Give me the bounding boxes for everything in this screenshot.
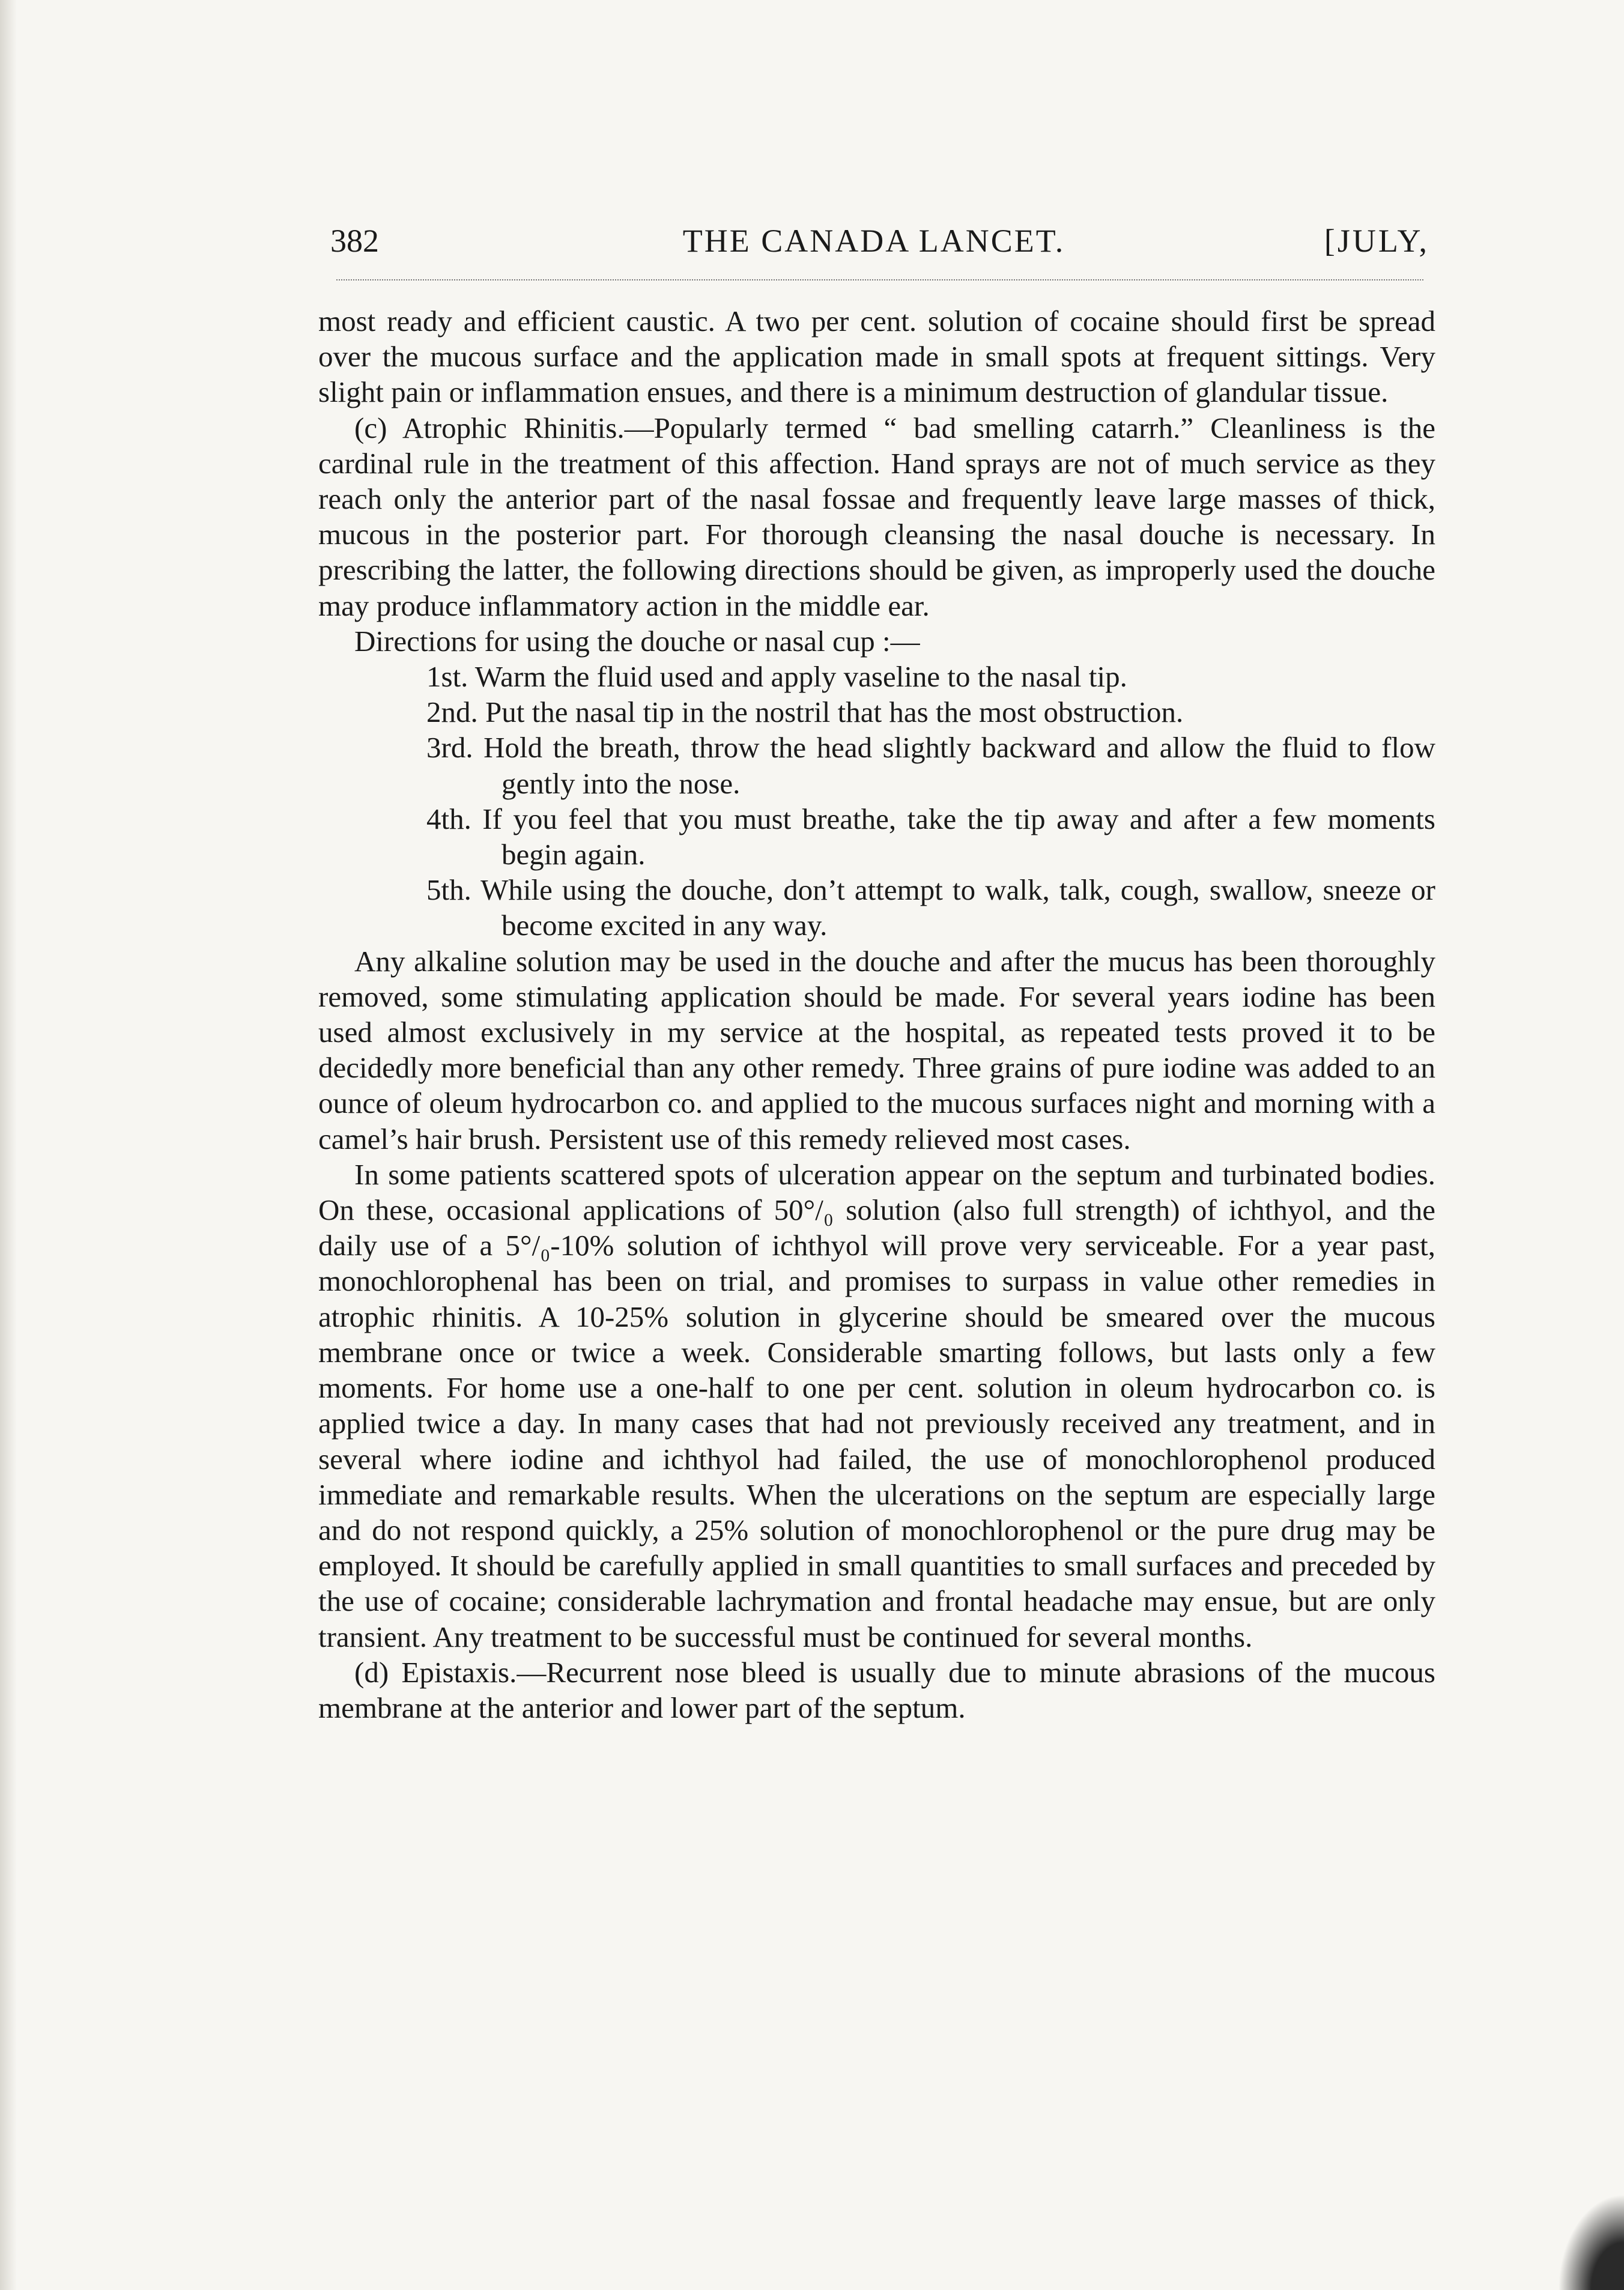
page-number: 382 [330,223,379,259]
page-corner-shadow [1558,2194,1624,2290]
directions-heading: Directions for using the douche or nasal cup :— [354,624,920,658]
direction-item-1: 1st. Warm the fluid used and apply vaseline to the nasal tip. [426,660,1127,694]
direction-item-5: 5th. While using the douche, don’t attempt to walk, talk, cough, swallow, sneeze or become excited in any way. [426,873,1435,942]
article-body [318,303,1435,1725]
page-edge-left [0,0,17,2290]
issue-month: [JULY, [1324,223,1429,259]
direction-item-3: 3rd. Hold the breath, throw the head slightly backward and allow the fluid to flow gently into the nose. [426,731,1435,800]
paragraph-alkaline-solution: Any alkaline solution may be used in the douche and after the mucus has been thoroughly removed, some stimulating application should be made. For several years iodine has been used almost exclusively in my service at the hospital, as repeated tests proved it to be decidedly more beneficial than any other remedy. Three grains of pure iodine was added to an ounce of oleum hydrocarbon co. and applied to the mucous surfaces night and morning with a camel’s hair brush. Persistent use of this remedy relieved most cases. [318,944,1435,1156]
paragraph-atrophic-rhinitis: (c) Atrophic Rhinitis.—Popularly termed “ bad smelling catarrh.” Cleanliness is the cardinal rule in the treatment of this affection. Hand sprays are not of much service as they reach only the anterior part of the nasal fossae and frequently leave large masses of thick, mucous in the posterior part. For thorough cleansing the nasal douche is necessary. In prescribing the latter, the following directions should be given, as improperly used the douche may produce inflammatory action in the middle ear. [318,411,1435,622]
paragraph-ulceration: In some patients scattered spots of ulceration appear on the septum and turbinated bodies. On these, occasional applications of 50°/₀ solution (also full strength) of ichthyol, and the daily use of a 5°/₀-10% solution of ichthyol will prove very serviceable. For a year past, monochlorophenal has been on trial, and promises to surpass in value other remedies in atrophic rhinitis. A 10-25% solution in glycerine should be smeared over the mucous membrane once or twice a week. Considerable smarting follows, but lasts only a few moments. For home use a one-half to one per cent. solution in oleum hydrocarbon co. is applied twice a day. In many cases that had not previously received any treatment, and in several where iodine and ichthyol had failed, the use of monochlorophenol produced immediate and remarkable results. When the ulcerations on the septum are especially large and do not respond quickly, a 25% solution of monochlorophenol or the pure drug may be employed. It should be carefully applied in small quantities to small surfaces and preceded by the use of cocaine; considerable lachrymation and frontal headache may ensue, but are only transient. Any treatment to be successful must be continued for several months. [318,1157,1435,1653]
directions-list [318,659,1435,944]
running-header [318,216,1429,270]
header-rule [336,279,1423,280]
journal-title: THE CANADA LANCET. [682,223,1065,259]
paragraph-caustic-continuation: most ready and efficient caustic. A two per cent. solution of cocaine should first be spread over the mucous surface and the application made in small spots at frequent sittings. Very slight pain or inflammation ensues, and there is a minimum destruction of glandular tissue. [318,304,1435,409]
direction-item-4: 4th. If you feel that you must breathe, take the tip away and after a few moments begin again. [426,802,1435,871]
direction-item-2: 2nd. Put the nasal tip in the nostril that has the most obstruction. [426,695,1184,729]
paragraph-epistaxis: (d) Epistaxis.—Recurrent nose bleed is usually due to minute abrasions of the mucous membrane at the anterior and lower part of the septum. [318,1655,1435,1724]
